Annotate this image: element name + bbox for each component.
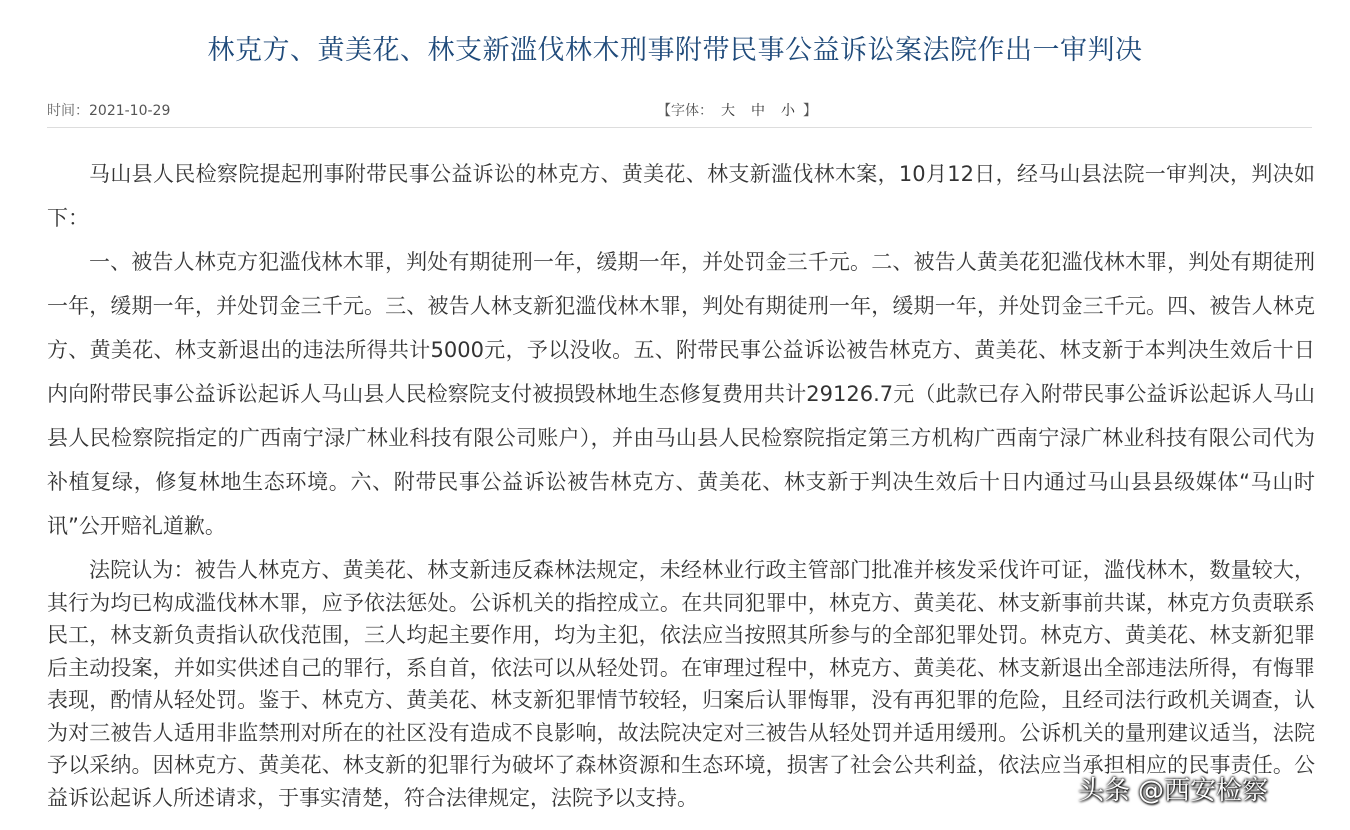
watermark-account: @西安检察 [1138, 776, 1269, 806]
page-title: 林克方、黄美花、林支新滥伐林木刑事附带民事公益诉讼案法院作出一审判决 [207, 35, 1143, 66]
date-value: 2021-10-29 [89, 103, 171, 119]
font-size-medium-link[interactable]: 中 [751, 103, 765, 119]
watermark-platform: 头条 [1078, 776, 1131, 806]
watermark [1078, 770, 1268, 807]
publish-date [47, 100, 170, 120]
font-size-large-link[interactable]: 大 [721, 103, 735, 119]
date-label: 时间： [47, 103, 89, 119]
font-size-small-link[interactable]: 小 [781, 103, 795, 119]
font-control-prefix: 【字体： [657, 103, 713, 119]
font-size-control [657, 100, 817, 120]
article-meta [47, 96, 1312, 120]
font-control-suffix: 】 [803, 103, 817, 119]
title-divider [47, 127, 1312, 128]
article-paragraph: 马山县人民检察院提起刑事附带民事公益诉讼的林克方、黄美花、林支新滥伐林木案，10月12日，经马山县法院一审判决，判决如下： [47, 162, 1315, 230]
article-paragraph: 法院认为：被告人林克方、黄美花、林支新违反森林法规定，未经林业行政主管部门批准并核发采伐许可证，滥伐林木，数量较大，其行为均已构成滥伐林木罪，应予依法惩处。公诉机关的指控成立。在共同犯罪中，林克方、黄美花、林支新事前共谋，林克方负责联系民工，林支新负责指认砍伐范围，三人均起主要作用，均为主犯，依法应当按照其所参与的全部犯罪处罚。林克方、黄美花、林支新犯罪后主动投案，并如实供述自己的罪行，系自首，依法可以从轻处罚。在审理过程中，林克方、黄美花、林支新退出全部违法所得，有悔罪表现，酌情从轻处罚。鉴于、林克方、黄美花、林支新犯罪情节较轻，归案后认罪悔罪，没有再犯罪的危险，且经司法行政机关调查，认为对三被告人适用非监禁刑对所在的社区没有造成不良影响，故法院决定对三被告从轻处罚并适用缓刑。公诉机关的量刑建议适当，法院予以采纳。因林克方、黄美花、林支新的犯罪行为破坏了森林资源和生态环境，损害了社会公共利益，依法应当承担相应的民事责任。公益诉讼起诉人所述请求，于事实清楚，符合法律规定，法院予以支持。 [47, 558, 1315, 810]
article-body [47, 152, 1315, 814]
article-paragraph: 一、被告人林克方犯滥伐林木罪，判处有期徒刑一年，缓期一年，并处罚金三千元。二、被告人黄美花犯滥伐林木罪，判处有期徒刑一年，缓期一年，并处罚金三千元。三、被告人林支新犯滥伐林木罪，判处有期徒刑一年，缓期一年，并处罚金三千元。四、被告人林克方、黄美花、林支新退出的违法所得共计5000元，予以没收。五、附带民事公益诉讼被告林克方、黄美花、林支新于本判决生效后十日内向附带民事公益诉讼起诉人马山县人民检察院支付被损毁林地生态修复费用共计29126.7元（此款已存入附带民事公益诉讼起诉人马山县人民检察院指定的广西南宁渌广林业科技有限公司账户），并由马山县人民检察院指定第三方机构广西南宁渌广林业科技有限公司代为补植复绿，修复林地生态环境。六、附带民事公益诉讼被告林克方、黄美花、林支新于判决生效后十日内通过马山县县级媒体“马山时讯”公开赔礼道歉。 [47, 250, 1315, 538]
